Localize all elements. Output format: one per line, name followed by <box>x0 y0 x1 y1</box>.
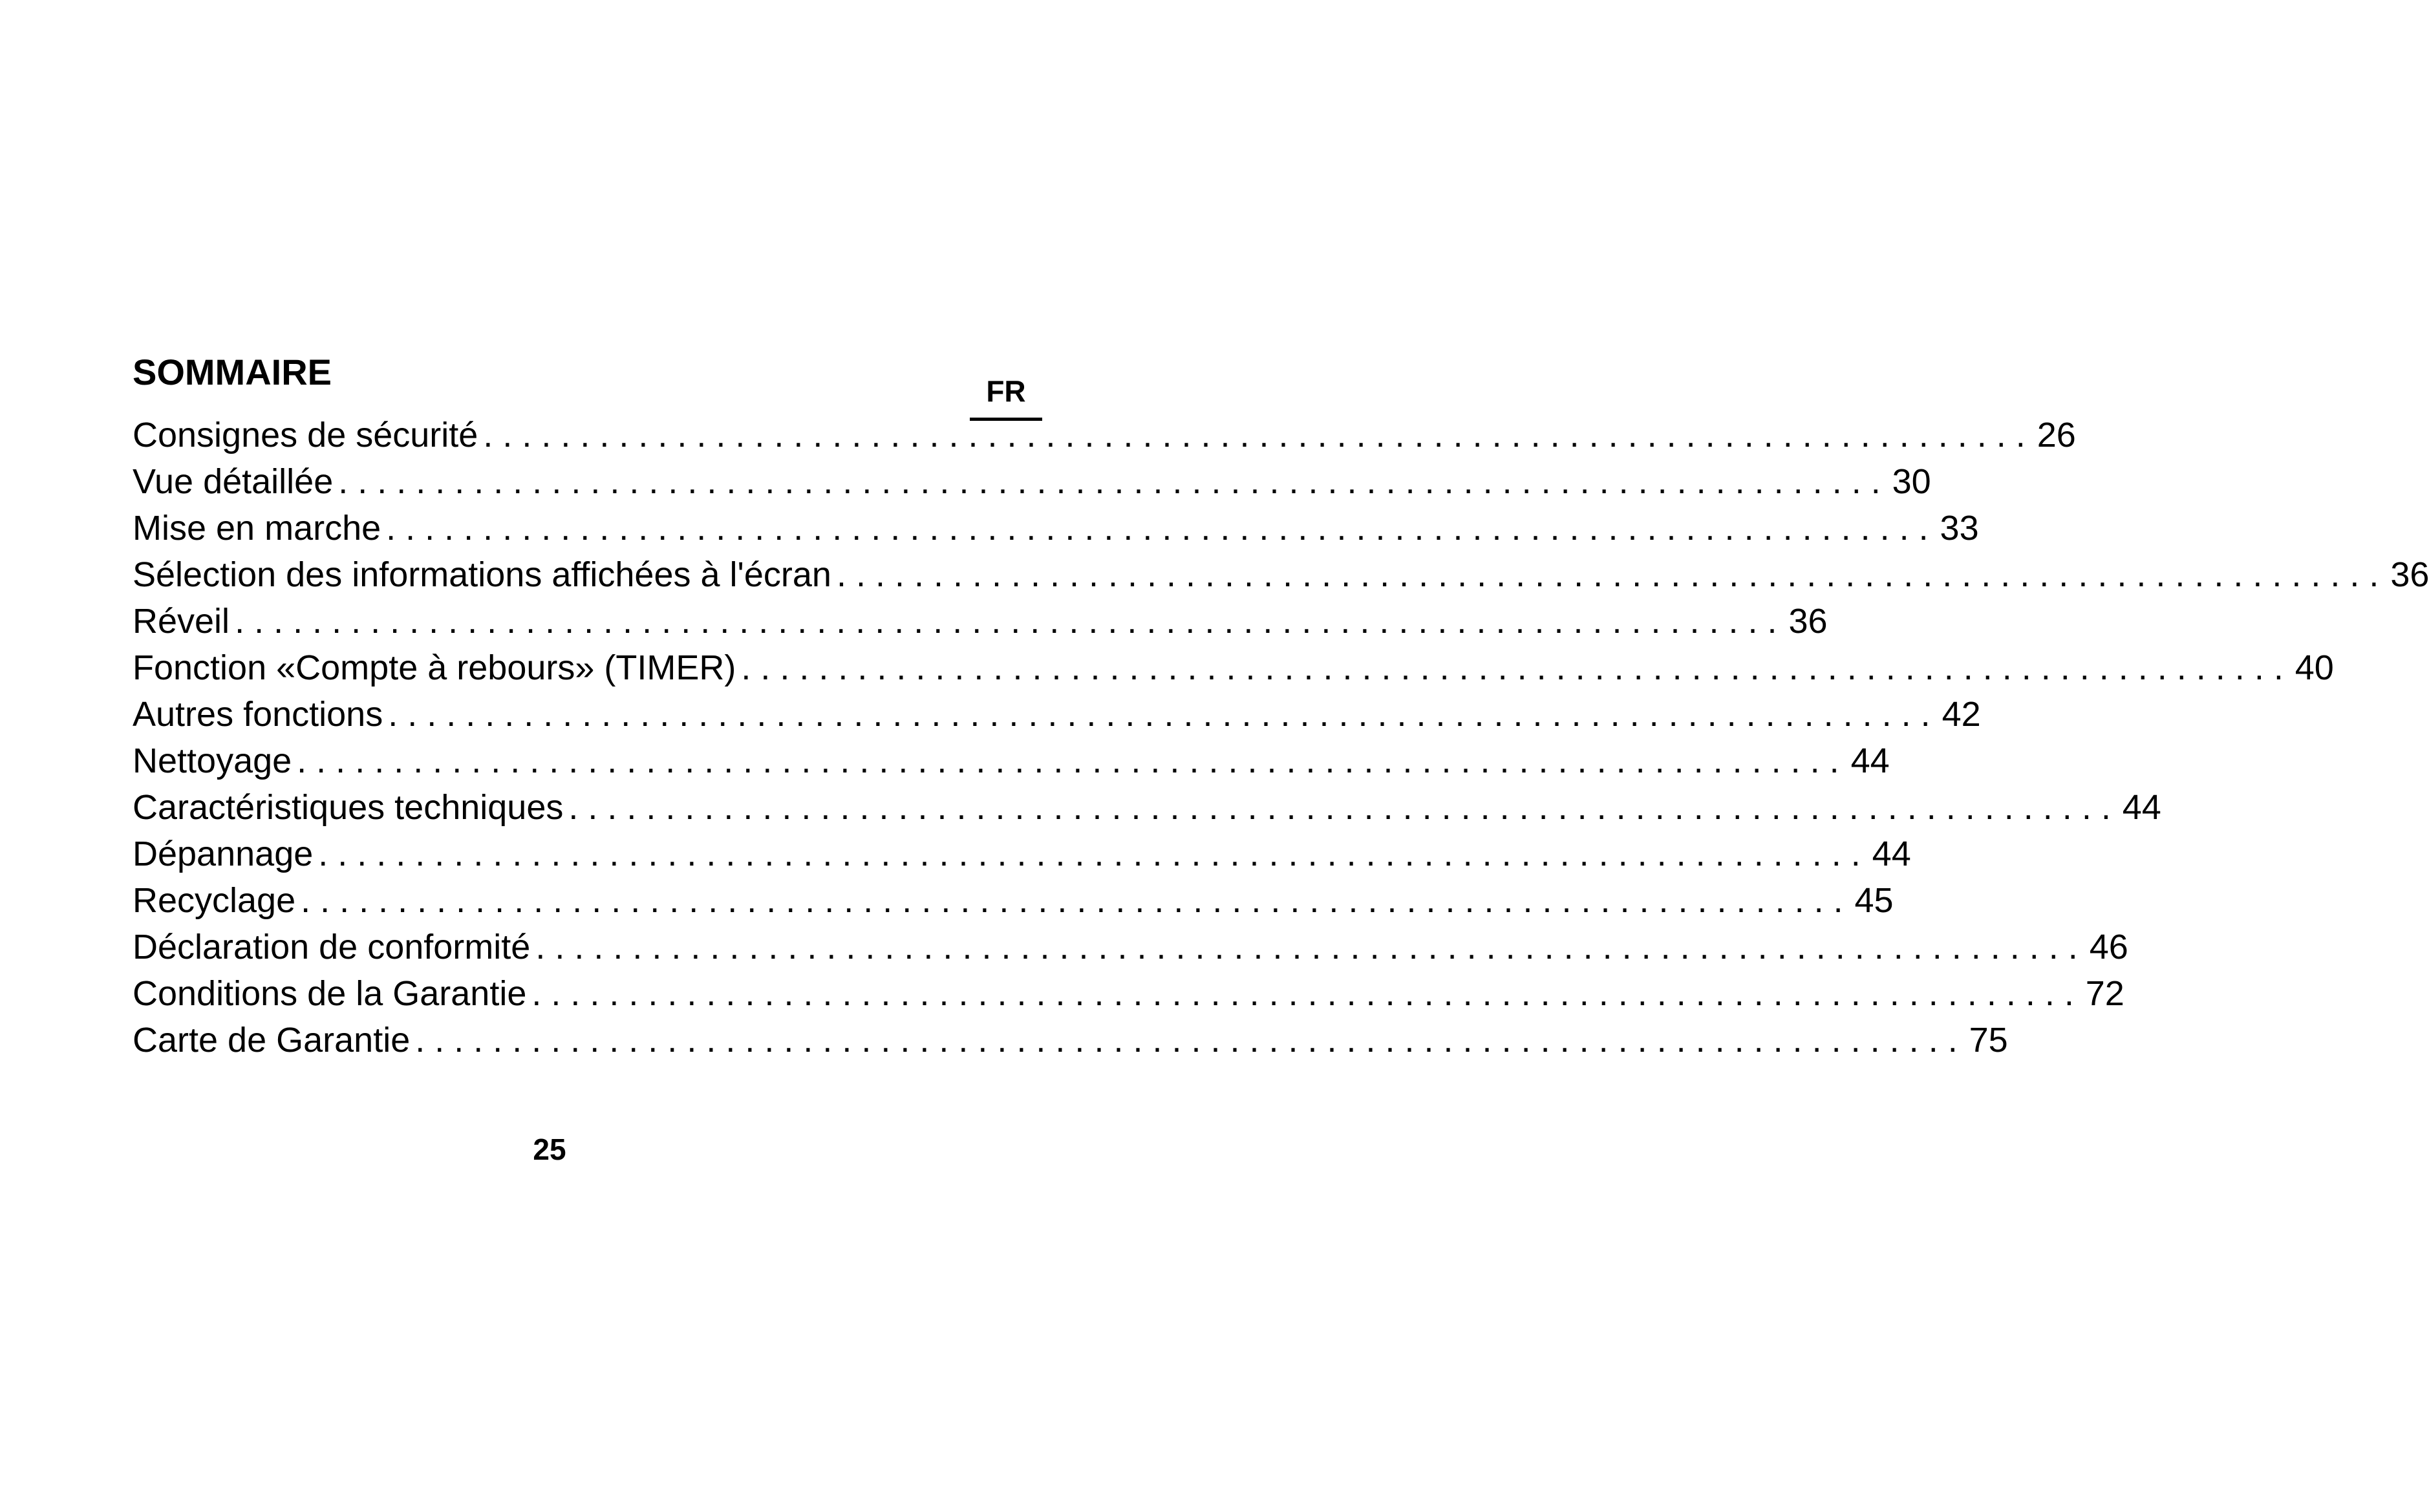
toc-entry <box>133 412 2076 458</box>
toc-entry-page: 40 <box>2295 648 2334 687</box>
toc-entry-page: 72 <box>2085 974 2124 1013</box>
toc-entry <box>133 644 2334 691</box>
toc-leader-dots: . . . . . . . . . . . . . . . . . . . . . . . . . . . . . . . . . . . . . . . . . . . . . . . . . . . . . . . . . . . . . . . . . . . . . . . . . . . . . . . . <box>531 974 2074 1013</box>
toc-leader-dots: . . . . . . . . . . . . . . . . . . . . . . . . . . . . . . . . . . . . . . . . . . . . . . . . . . . . . . . . . . . . . . . . . . . . . . . . . . . . . . . . <box>568 788 2111 827</box>
toc-leader-dots: . . . . . . . . . . . . . . . . . . . . . . . . . . . . . . . . . . . . . . . . . . . . . . . . . . . . . . . . . . . . . . . . . . . . . . . . . . . . . . . . <box>318 835 1861 873</box>
toc-entry <box>133 691 1981 738</box>
toc-entry <box>133 831 1911 877</box>
toc-entry-title: Autres fonctions <box>133 695 383 734</box>
toc-entry-page: 42 <box>1942 695 1981 734</box>
toc-entry <box>133 784 2161 831</box>
toc-entry-page: 45 <box>1854 881 1894 920</box>
toc-entry-page: 33 <box>1940 509 1979 548</box>
toc-entry-title: Consignes de sécurité <box>133 416 478 454</box>
toc-leader-dots: . . . . . . . . . . . . . . . . . . . . . . . . . . . . . . . . . . . . . . . . . . . . . . . . . . . . . . . . . . . . . . . . . . . . . . . . . . . . . . . . <box>338 462 1881 501</box>
toc-entry <box>133 1017 2008 1063</box>
toc-entry <box>133 877 1894 924</box>
toc-leader-dots: . . . . . . . . . . . . . . . . . . . . . . . . . . . . . . . . . . . . . . . . . . . . . . . . . . . . . . . . . . . . . . . . . . . . . . . . . . . . . . . . <box>297 741 1839 780</box>
toc-entry <box>133 551 2429 598</box>
toc-entry-title: Nettoyage <box>133 741 292 780</box>
toc-entry-page: 46 <box>2089 928 2128 966</box>
toc-entry <box>133 738 1890 784</box>
toc-leader-dots: . . . . . . . . . . . . . . . . . . . . . . . . . . . . . . . . . . . . . . . . . . . . . . . . . . . . . . . . . . . . . . . . . . . . . . . . . . . . . . . . <box>301 881 1843 920</box>
toc-entry-title: Réveil <box>133 602 230 641</box>
toc-entry <box>133 970 2124 1017</box>
toc-entry-page: 36 <box>2390 555 2429 594</box>
toc-entry-title: Déclaration de conformité <box>133 928 531 966</box>
toc-entry-page: 30 <box>1892 462 1931 501</box>
page-title: SOMMAIRE <box>133 351 332 392</box>
toc-entry-page: 44 <box>2122 788 2161 827</box>
toc-leader-dots: . . . . . . . . . . . . . . . . . . . . . . . . . . . . . . . . . . . . . . . . . . . . . . . . . . . . . . . . . . . . . . . . . . . . . . . . . . . . . . . . <box>483 416 2026 454</box>
toc-entry <box>133 505 1979 551</box>
page-number: 25 <box>533 1133 566 1166</box>
toc-leader-dots: . . . . . . . . . . . . . . . . . . . . . . . . . . . . . . . . . . . . . . . . . . . . . . . . . . . . . . . . . . . . . . . . . . . . . . . . . . . . . . . . <box>235 602 1777 641</box>
toc-entry-title: Fonction «Compte à rebours» (TIMER) <box>133 648 736 687</box>
toc-entry-title: Sélection des informations affichées à l'écran <box>133 555 831 594</box>
language-label: FR <box>986 374 1026 408</box>
toc-leader-dots: . . . . . . . . . . . . . . . . . . . . . . . . . . . . . . . . . . . . . . . . . . . . . . . . . . . . . . . . . . . . . . . . . . . . . . . . . . . . . . . . <box>535 928 2078 966</box>
toc-leader-dots: . . . . . . . . . . . . . . . . . . . . . . . . . . . . . . . . . . . . . . . . . . . . . . . . . . . . . . . . . . . . . . . . . . . . . . . . . . . . . . . . <box>386 509 1929 548</box>
toc-entry-page: 44 <box>1872 835 1911 873</box>
toc-entry-title: Carte de Garantie <box>133 1021 411 1059</box>
toc-entry-title: Dépannage <box>133 835 314 873</box>
toc-entry-title: Mise en marche <box>133 509 381 548</box>
toc-leader-dots: . . . . . . . . . . . . . . . . . . . . . . . . . . . . . . . . . . . . . . . . . . . . . . . . . . . . . . . . . . . . . . . . . . . . . . . . . . . . . . . . <box>388 695 1931 734</box>
toc-entry-title: Recyclage <box>133 881 296 920</box>
toc-leader-dots: . . . . . . . . . . . . . . . . . . . . . . . . . . . . . . . . . . . . . . . . . . . . . . . . . . . . . . . . . . . . . . . . . . . . . . . . . . . . . . . . <box>836 555 2379 594</box>
toc-entry <box>133 924 2128 970</box>
toc-entry-page: 75 <box>1969 1021 2008 1059</box>
toc-entry <box>133 598 1828 644</box>
table-of-contents <box>133 412 2429 1063</box>
toc-entry-page: 44 <box>1850 741 1890 780</box>
toc-entry <box>133 458 1931 505</box>
toc-entry-title: Caractéristiques techniques <box>133 788 564 827</box>
toc-entry-page: 26 <box>2037 416 2076 454</box>
toc-leader-dots: . . . . . . . . . . . . . . . . . . . . . . . . . . . . . . . . . . . . . . . . . . . . . . . . . . . . . . . . . . . . . . . . . . . . . . . . . . . . . . . . <box>415 1021 1958 1059</box>
toc-entry-title: Conditions de la Garantie <box>133 974 527 1013</box>
toc-entry-title: Vue détaillée <box>133 462 334 501</box>
toc-leader-dots: . . . . . . . . . . . . . . . . . . . . . . . . . . . . . . . . . . . . . . . . . . . . . . . . . . . . . . . . . . . . . . . . . . . . . . . . . . . . . . . . <box>741 648 2284 687</box>
toc-entry-page: 36 <box>1788 602 1828 641</box>
